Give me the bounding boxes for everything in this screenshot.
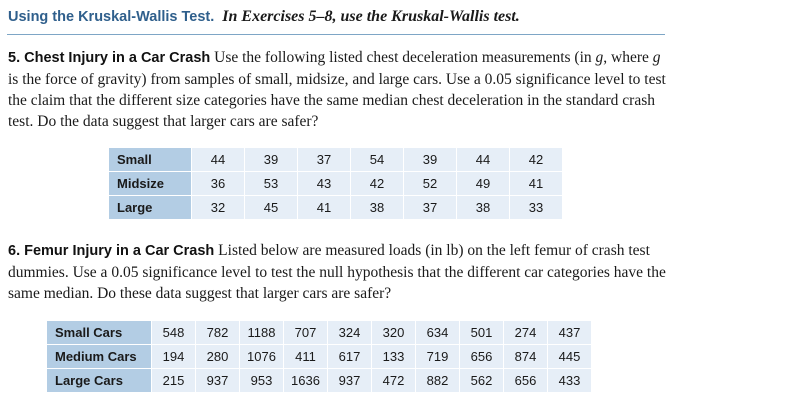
table-cell: 37: [298, 148, 351, 172]
table-cell: 194: [152, 345, 196, 369]
table-cell: 49: [457, 172, 510, 196]
exercise-5-text: 5. Chest Injury in a Car Crash Use the following listed chest deceleration measurements (in g, where g is the force of gravity) from samples of small, midsize, and large cars. Use a 0.05 significance level to test the claim that the different size categories have the same median chest deceleration in the standard crash test. Do the data suggest that larger cars are safer?: [8, 49, 666, 130]
table-cell: 37: [404, 196, 457, 220]
exercise-6-text: 6. Femur Injury in a Car Crash Listed below are measured loads (in lb) on the left femur of crash test dummies. Use a 0.05 significance level to test the null hypothesis that the different car categories have the same median. Do these data suggest that larger cars are safer?: [8, 242, 666, 302]
table-cell: 445: [548, 345, 592, 369]
table-cell: 937: [196, 369, 240, 393]
table-cell: 215: [152, 369, 196, 393]
table-row: [109, 172, 563, 196]
row-label: Midsize: [109, 172, 192, 196]
table-cell: 274: [504, 321, 548, 345]
table-cell: 324: [328, 321, 372, 345]
row-label: Small: [109, 148, 192, 172]
table-cell: 39: [404, 148, 457, 172]
table-cell: 562: [460, 369, 504, 393]
table-cell: 937: [328, 369, 372, 393]
table-cell: 54: [351, 148, 404, 172]
table-cell: 41: [510, 172, 563, 196]
table-cell: 320: [372, 321, 416, 345]
table-cell: 33: [510, 196, 563, 220]
table-cell: 433: [548, 369, 592, 393]
table-cell: 953: [240, 369, 284, 393]
table-row: [47, 369, 592, 393]
table-cell: 707: [284, 321, 328, 345]
table-cell: 52: [404, 172, 457, 196]
table-row: [47, 321, 592, 345]
table-cell: 32: [192, 196, 245, 220]
table-cell: 42: [510, 148, 563, 172]
table-cell: 280: [196, 345, 240, 369]
table-row: [47, 345, 592, 369]
row-label: Large: [109, 196, 192, 220]
table-cell: 874: [504, 345, 548, 369]
table-cell: 1076: [240, 345, 284, 369]
chest-deceleration-table: [108, 147, 563, 220]
table-cell: 1188: [240, 321, 284, 345]
table-cell: 437: [548, 321, 592, 345]
table-cell: 42: [351, 172, 404, 196]
table-cell: 38: [351, 196, 404, 220]
table-cell: 617: [328, 345, 372, 369]
table-cell: 882: [416, 369, 460, 393]
section-instruction: In Exercises 5–8, use the Kruskal-Wallis test.: [222, 8, 520, 25]
table-cell: 133: [372, 345, 416, 369]
row-label: Large Cars: [47, 369, 152, 393]
table-cell: 43: [298, 172, 351, 196]
table-cell: 38: [457, 196, 510, 220]
row-label: Medium Cars: [47, 345, 152, 369]
table-cell: 472: [372, 369, 416, 393]
exercise-5-title: 5. Chest Injury in a Car Crash: [8, 50, 211, 66]
table-row: [109, 196, 563, 220]
table-cell: 1636: [284, 369, 328, 393]
exercise-6-title: 6. Femur Injury in a Car Crash: [8, 243, 215, 259]
table-cell: 656: [504, 369, 548, 393]
table-cell: 782: [196, 321, 240, 345]
table-cell: 53: [245, 172, 298, 196]
section-title: Using the Kruskal-Wallis Test.: [8, 9, 215, 25]
table-cell: 36: [192, 172, 245, 196]
header-divider: [7, 34, 665, 35]
table-cell: 411: [284, 345, 328, 369]
row-label: Small Cars: [47, 321, 152, 345]
table-cell: 45: [245, 196, 298, 220]
table-cell: 548: [152, 321, 196, 345]
table-cell: 656: [460, 345, 504, 369]
table-row: [109, 148, 563, 172]
table-cell: 41: [298, 196, 351, 220]
section-header: [8, 8, 520, 26]
table-cell: 44: [192, 148, 245, 172]
femur-load-table: [46, 320, 592, 393]
table-cell: 39: [245, 148, 298, 172]
table-cell: 501: [460, 321, 504, 345]
table-cell: 44: [457, 148, 510, 172]
table-cell: 719: [416, 345, 460, 369]
table-cell: 634: [416, 321, 460, 345]
